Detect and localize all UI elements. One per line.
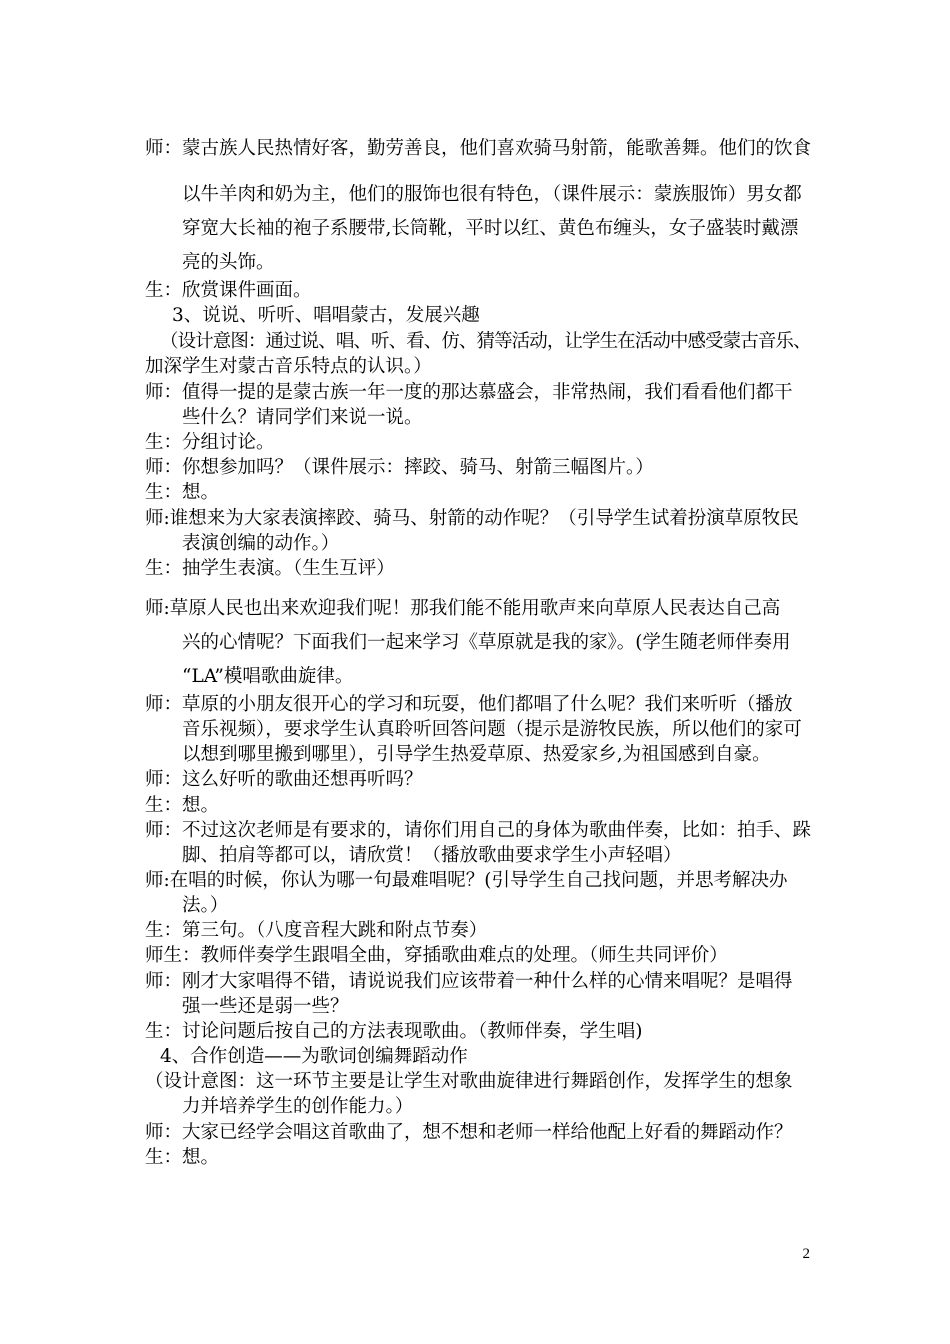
line-teacher: 师：大家已经学会唱这首歌曲了，想不想和老师一样给他配上好看的舞蹈动作？ (145, 1122, 793, 1143)
line-teacher-cont: 以想到哪里搬到哪里），引导学生热爱草原、热爱家乡,为祖国感到自豪。 (182, 744, 771, 765)
line-teacher-cont: 音乐视频），要求学生认真聆听回答问题（提示是游牧民族，所以他们的家可 (182, 719, 802, 740)
line-teacher: 师：这么好听的歌曲还想再听吗？ (145, 769, 423, 790)
line-teacher-intro: 师：蒙古族人民热情好客，勤劳善良，他们喜欢骑马射箭，能歌善舞。他们的饮食 (145, 138, 812, 159)
line-teacher-cont: 脚、拍肩等都可以，请欣赏！（播放歌曲要求学生小声轻唱） (182, 845, 682, 866)
line-student: 生：想。 (145, 1147, 220, 1168)
line-design-intent-cont: 力并培养学生的创作能力。） (182, 1096, 414, 1117)
line-design-intent: （设计意图：通过说、唱、听、看、仿、猜等活动，让学生在活动中感受蒙古音乐、 (160, 331, 811, 352)
line-teacher-cont: “LA”模唱歌曲旋律。 (182, 666, 354, 687)
line-teacher: 师:在唱的时候，你认为哪一句最难唱呢？(引导学生自己找问题，并思考解决办 (145, 870, 788, 891)
line-teacher: 师：值得一提的是蒙古族一年一度的那达慕盛会，非常热闹，我们看看他们都干 (145, 382, 793, 403)
line-student: 生：讨论问题后按自己的方法表现歌曲。（教师伴奏，学生唱) (145, 1021, 643, 1042)
line-teacher-intro-cont: 穿宽大长袖的袍子系腰带,长筒靴，平时以红、黄色布缠头，女子盛装时戴漂 (182, 218, 799, 239)
line-teacher-cont: 兴的心情呢？下面我们一起来学习《草原就是我的家》。(学生随老师伴奏用 (182, 632, 791, 653)
line-student: 生：想。 (145, 795, 220, 816)
line-teacher-intro-cont: 以牛羊肉和奶为主，他们的服饰也很有特色，（课件展示：蒙族服饰）男女都 (182, 184, 802, 205)
line-student: 生：第三句。（八度音程大跳和附点节奏） (145, 920, 488, 941)
line-teacher-cont: 强一些还是弱一些？ (182, 996, 349, 1017)
line-teacher-cont: 表演创编的动作。） (182, 533, 340, 554)
line-teacher: 师：刚才大家唱得不错，请说说我们应该带着一种什么样的心情来唱呢？是唱得 (145, 971, 793, 992)
line-design-intent-cont: 加深学生对蒙古音乐特点的认识。） (145, 356, 432, 377)
line-student: 生：分组讨论。 (145, 432, 275, 453)
line-teacher: 师：草原的小朋友很开心的学习和玩耍，他们都唱了什么呢？我们来听听（播放 (145, 694, 793, 715)
line-teacher-cont: 法。） (182, 895, 229, 916)
line-design-intent: （设计意图：这一环节主要是让学生对歌曲旋律进行舞蹈创作，发挥学生的想象 (145, 1071, 793, 1092)
line-teacher-cont: 些什么？请同学们来说一说。 (182, 407, 423, 428)
page-number: 2 (802, 1246, 810, 1262)
line-teacher: 师：你想参加吗？（课件展示：摔跤、骑马、射箭三幅图片。） (145, 457, 654, 478)
line-student: 生：想。 (145, 482, 220, 503)
section-heading: 3、说说、听听、唱唱蒙古，发展兴趣 (172, 305, 480, 326)
section-heading: 4、合作创造——为歌词创编舞蹈动作 (160, 1046, 468, 1067)
line-teacher: 师:谁想来为大家表演摔跤、骑马、射箭的动作呢？（引导学生试着扮演草原牧民 (145, 508, 799, 529)
line-teacher-student: 师生：教师伴奏学生跟唱全曲，穿插歌曲难点的处理。（师生共同评价） (145, 945, 728, 966)
line-teacher-intro-cont: 亮的头饰。 (182, 252, 275, 273)
line-student: 生：欣赏课件画面。 (145, 280, 312, 301)
line-teacher: 师：不过这次老师是有要求的，请你们用自己的身体为歌曲伴奏，比如：拍手、跺 (145, 820, 812, 841)
line-student: 生：抽学生表演。（生生互评） (145, 558, 395, 579)
line-teacher: 师:草原人民也出来欢迎我们呢！那我们能不能用歌声来向草原人民表达自己高 (145, 598, 781, 619)
